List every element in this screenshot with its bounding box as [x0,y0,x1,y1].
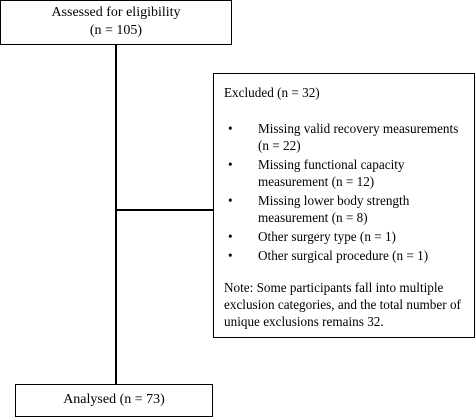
exclusion-item [224,247,466,264]
bullet-icon: • [228,193,233,208]
bullet-icon: • [228,157,233,172]
exclusion-item-text: Missing functional capacity measurement (n = 12) [258,157,405,189]
assessed-box [0,0,232,45]
excluded-box [213,73,475,338]
analysed-box [15,384,213,417]
exclusion-note: Note: Some participants fall into multiple exclusion categories, and the total number of unique exclusions remains 32. [224,280,461,329]
exclusion-item [224,192,466,226]
exclusion-list [224,120,466,264]
exclusion-item [224,120,466,154]
exclusion-item-text: Other surgery type (n = 1) [258,229,396,244]
bullet-icon: • [228,121,233,136]
assessed-label: Assessed for eligibility [51,5,181,20]
exclusion-item [224,228,466,245]
exclusion-item-text: Other surgical procedure (n = 1) [258,248,429,263]
analysed-label: Analysed (n = 73) [63,392,165,407]
exclusion-item-text: Missing lower body strength measurement (n = 8) [258,193,410,225]
flow-connector-vertical [115,45,117,384]
bullet-icon: • [228,248,233,263]
excluded-title: Excluded (n = 32) [224,85,320,100]
assessed-count: (n = 105) [89,23,143,38]
bullet-icon: • [228,229,233,244]
flow-connector-branch [115,209,213,211]
exclusion-item [224,156,466,190]
exclusion-item-text: Missing valid recovery measurements (n = 22) [258,121,459,153]
